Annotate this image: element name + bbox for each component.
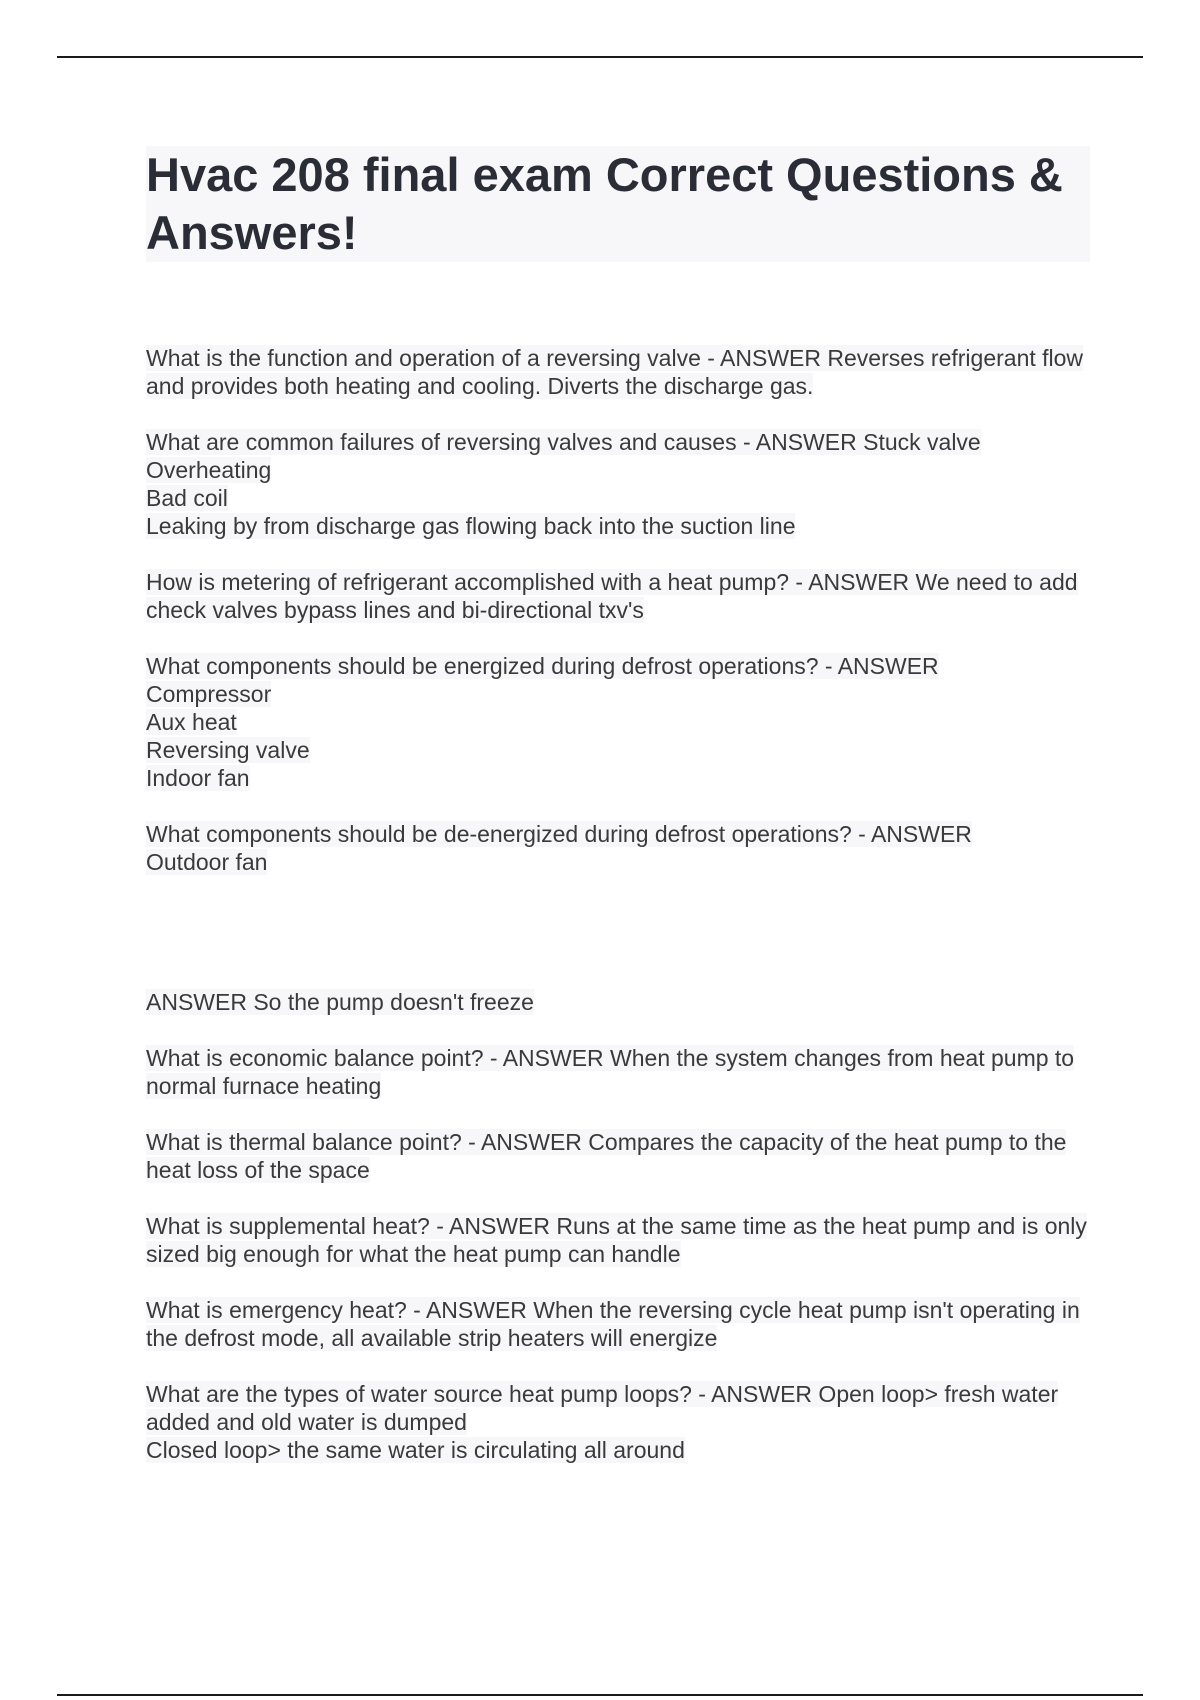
qa-text: ANSWER So the pump doesn't freeze [146, 989, 534, 1015]
qa-item [146, 568, 1090, 624]
qa-text: What components should be energized during defrost operations? - ANSWER Compressor Aux heat Reversing valve Indoor fan [146, 653, 939, 791]
qa-item [146, 988, 1090, 1016]
qa-text: What is the function and operation of a reversing valve - ANSWER Reverses refrigerant flow and provides both heating and cooling. Diverts the discharge gas. [146, 345, 1084, 399]
qa-text: What is supplemental heat? - ANSWER Runs at the same time as the heat pump and is only sized big enough for what the heat pump can handle [146, 1213, 1087, 1267]
qa-item [146, 344, 1090, 400]
document-body [146, 146, 1090, 1492]
qa-list [146, 344, 1090, 1464]
qa-item [146, 1044, 1090, 1100]
bottom-rule [57, 1694, 1143, 1696]
blank-gap [146, 904, 1090, 988]
qa-text: What is emergency heat? - ANSWER When the reversing cycle heat pump isn't operating in the defrost mode, all available strip heaters will energize [146, 1297, 1080, 1351]
top-rule [57, 56, 1143, 58]
qa-item [146, 1128, 1090, 1184]
qa-item [146, 652, 1090, 792]
qa-item [146, 428, 1090, 540]
qa-item [146, 1296, 1090, 1352]
qa-text: What is economic balance point? - ANSWER When the system changes from heat pump to normal furnace heating [146, 1045, 1075, 1099]
qa-item [146, 820, 1090, 876]
qa-text: How is metering of refrigerant accomplished with a heat pump? - ANSWER We need to add check valves bypass lines and bi-directional txv's [146, 569, 1078, 623]
qa-item [146, 1380, 1090, 1464]
qa-text: What are the types of water source heat pump loops? - ANSWER Open loop> fresh water added and old water is dumped Closed loop> the same water is circulating all around [146, 1381, 1059, 1463]
qa-text: What components should be de-energized during defrost operations? - ANSWER Outdoor fan [146, 821, 972, 875]
qa-text: What are common failures of reversing valves and causes - ANSWER Stuck valve Overheating Bad coil Leaking by from discharge gas flowing back into the suction line [146, 429, 981, 539]
qa-item [146, 1212, 1090, 1268]
document-title: Hvac 208 final exam Correct Questions & Answers! [146, 146, 1090, 262]
qa-text: What is thermal balance point? - ANSWER Compares the capacity of the heat pump to the heat loss of the space [146, 1129, 1067, 1183]
